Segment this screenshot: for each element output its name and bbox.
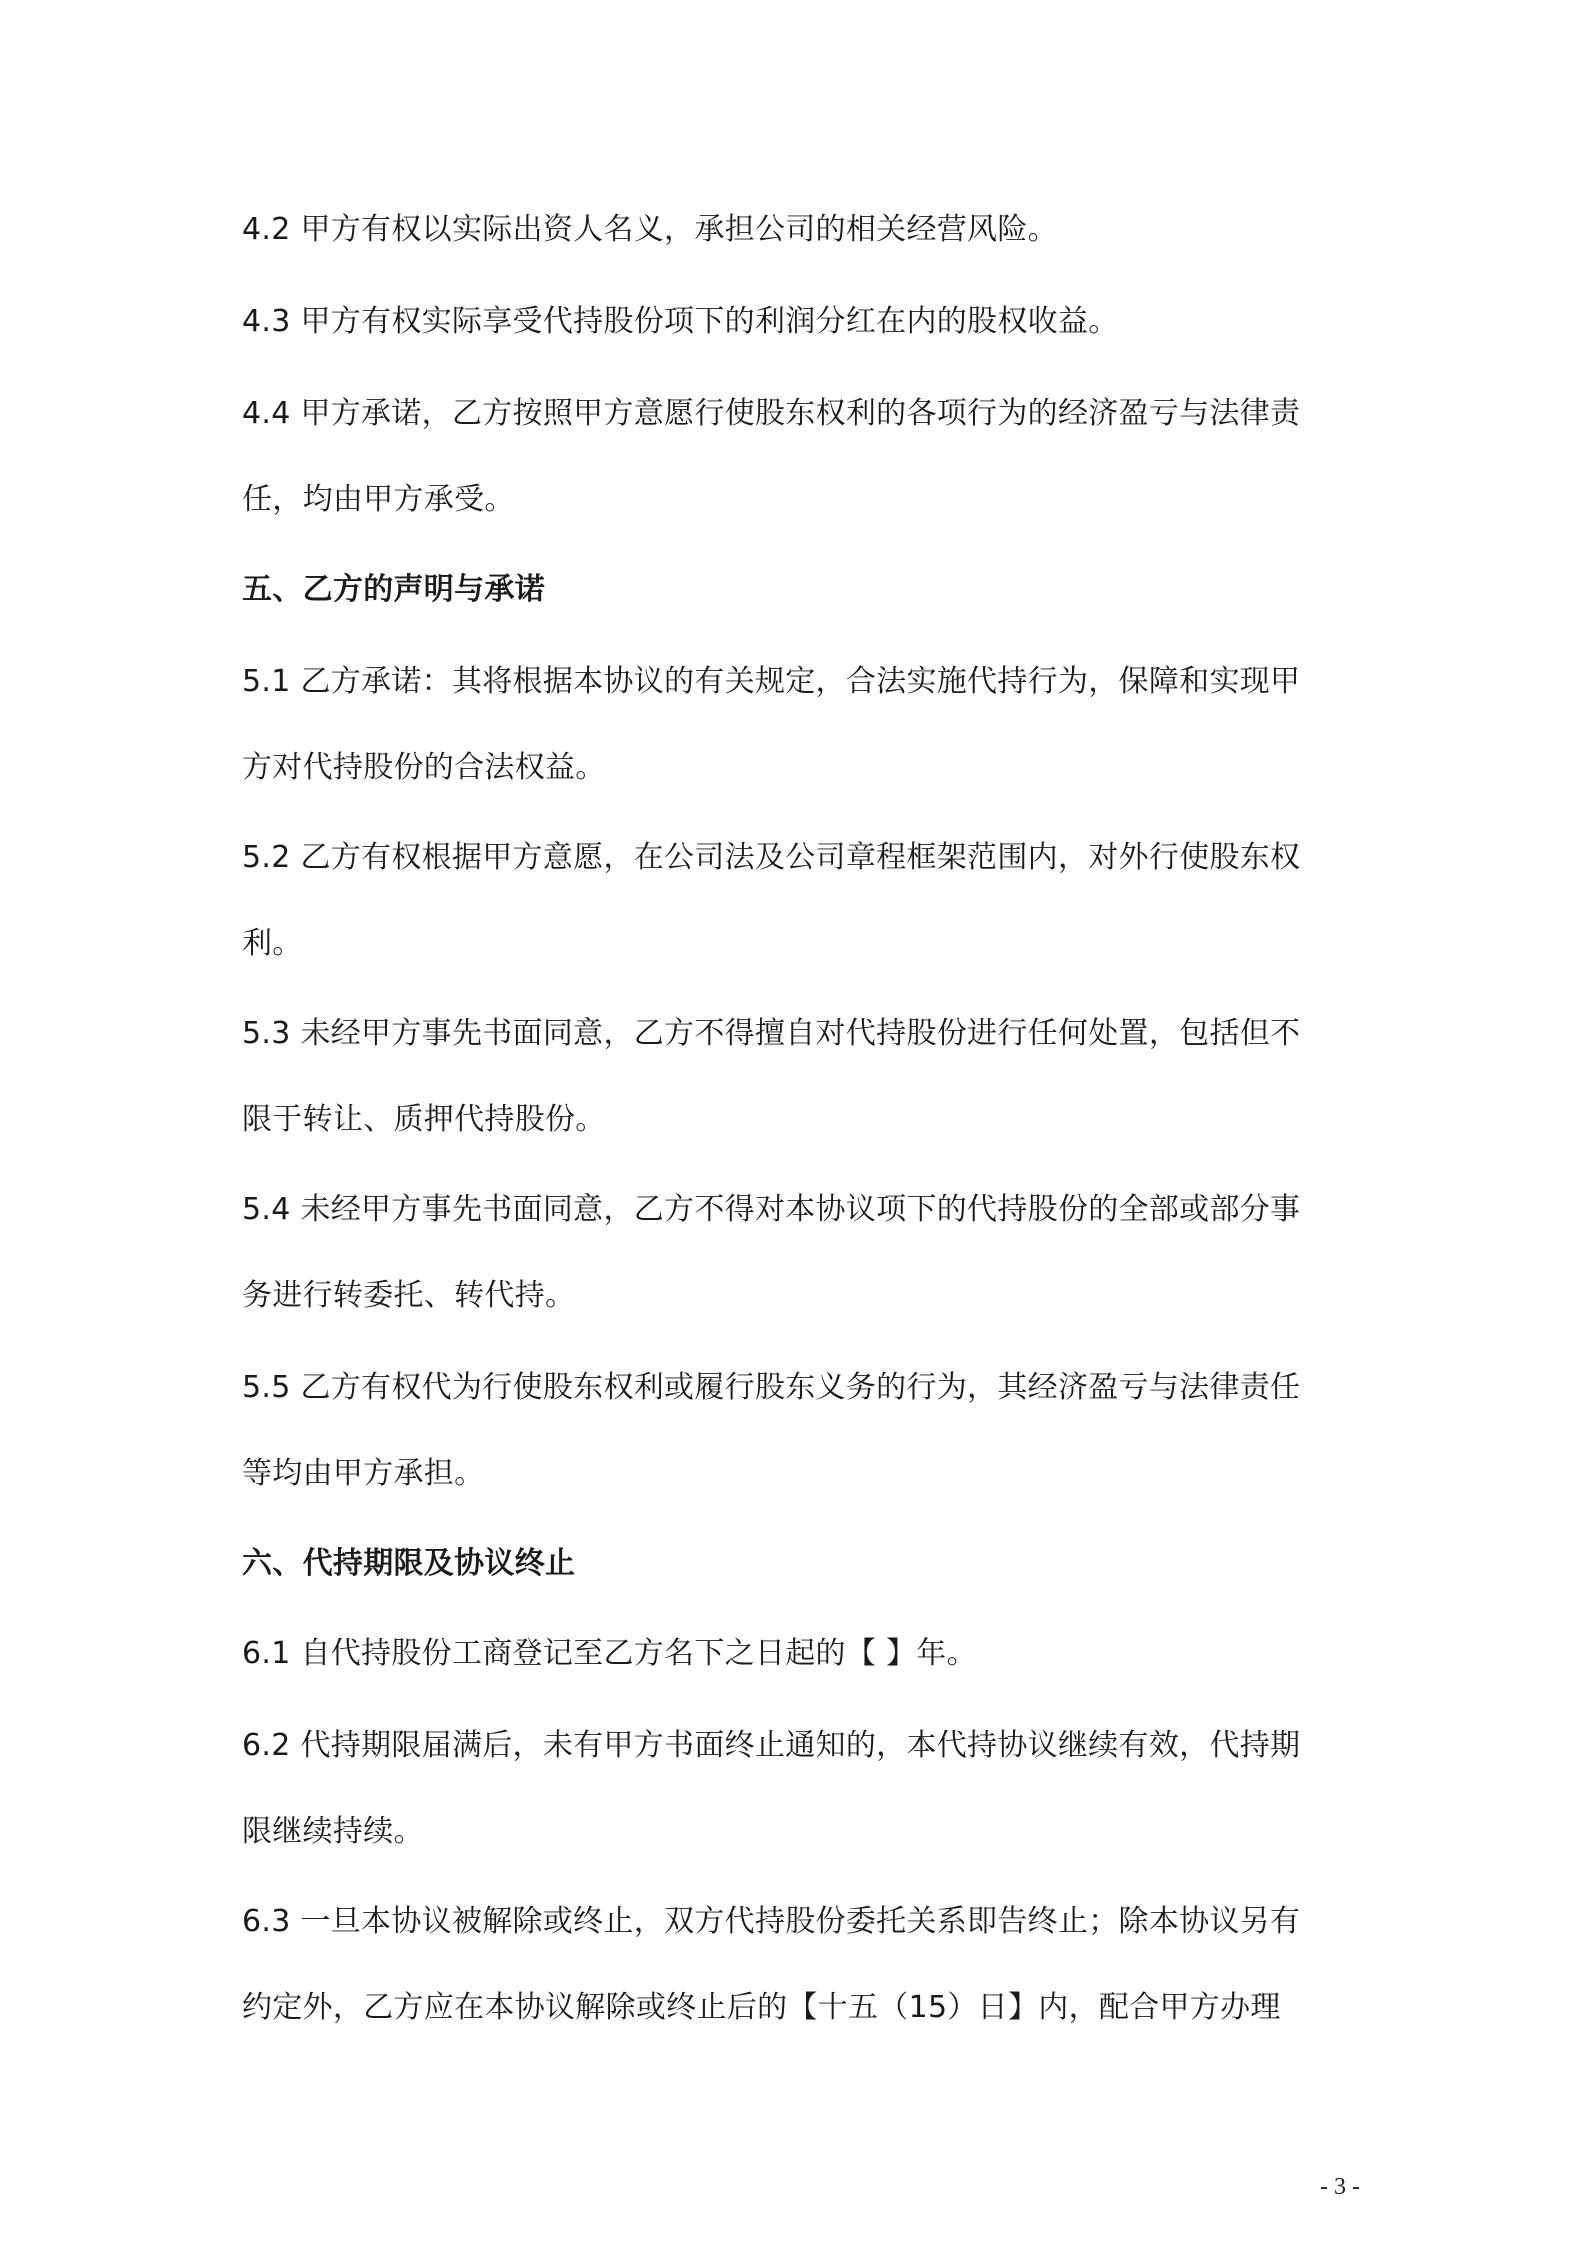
- clause-4-4-line-2: 任，均由甲方承受。: [242, 482, 515, 517]
- clause-5-3-line-2: 限于转让、质押代持股份。: [242, 1102, 606, 1137]
- clause-5-1-line-2: 方对代持股份的合法权益。: [242, 750, 606, 785]
- clause-5-4-line-1: 5.4 未经甲方事先书面同意，乙方不得对本协议项下的代持股份的全部或部分事: [242, 1192, 1301, 1227]
- section-heading-6: 六、代持期限及协议终止: [242, 1546, 576, 1581]
- clause-6-1: 6.1 自代持股份工商登记至乙方名下之日起的【 】年。: [242, 1636, 977, 1671]
- clause-6-2-line-2: 限继续持续。: [242, 1814, 424, 1849]
- clause-5-2-line-1: 5.2 乙方有权根据甲方意愿，在公司法及公司章程框架范围内，对外行使股东权: [242, 840, 1301, 875]
- clause-4-3: 4.3 甲方有权实际享受代持股份项下的利润分红在内的股权收益。: [242, 304, 1119, 339]
- clause-4-4-line-1: 4.4 甲方承诺，乙方按照甲方意愿行使股东权利的各项行为的经济盈亏与法律责: [242, 396, 1301, 431]
- clause-5-3-line-1: 5.3 未经甲方事先书面同意，乙方不得擅自对代持股份进行任何处置，包括但不: [242, 1016, 1301, 1051]
- clause-5-5-line-2: 等均由甲方承担。: [242, 1456, 485, 1491]
- page-number: - 3 -: [1320, 2174, 1360, 2200]
- clause-6-3-line-2: 约定外，乙方应在本协议解除或终止后的【十五（15）日】内，配合甲方办理: [242, 1990, 1281, 2025]
- clause-5-4-line-2: 务进行转委托、转代持。: [242, 1278, 576, 1313]
- clause-5-5-line-1: 5.5 乙方有权代为行使股东权利或履行股东义务的行为，其经济盈亏与法律责任: [242, 1370, 1301, 1405]
- clause-6-2-line-1: 6.2 代持期限届满后，未有甲方书面终止通知的，本代持协议继续有效，代持期: [242, 1728, 1301, 1763]
- clause-4-2: 4.2 甲方有权以实际出资人名义，承担公司的相关经营风险。: [242, 212, 1058, 247]
- section-heading-5: 五、乙方的声明与承诺: [242, 572, 545, 607]
- clause-5-1-line-1: 5.1 乙方承诺：其将根据本协议的有关规定，合法实施代持行为，保障和实现甲: [242, 664, 1301, 699]
- clause-5-2-line-2: 利。: [242, 926, 303, 961]
- clause-6-3-line-1: 6.3 一旦本协议被解除或终止，双方代持股份委托关系即告终止；除本协议另有: [242, 1904, 1301, 1939]
